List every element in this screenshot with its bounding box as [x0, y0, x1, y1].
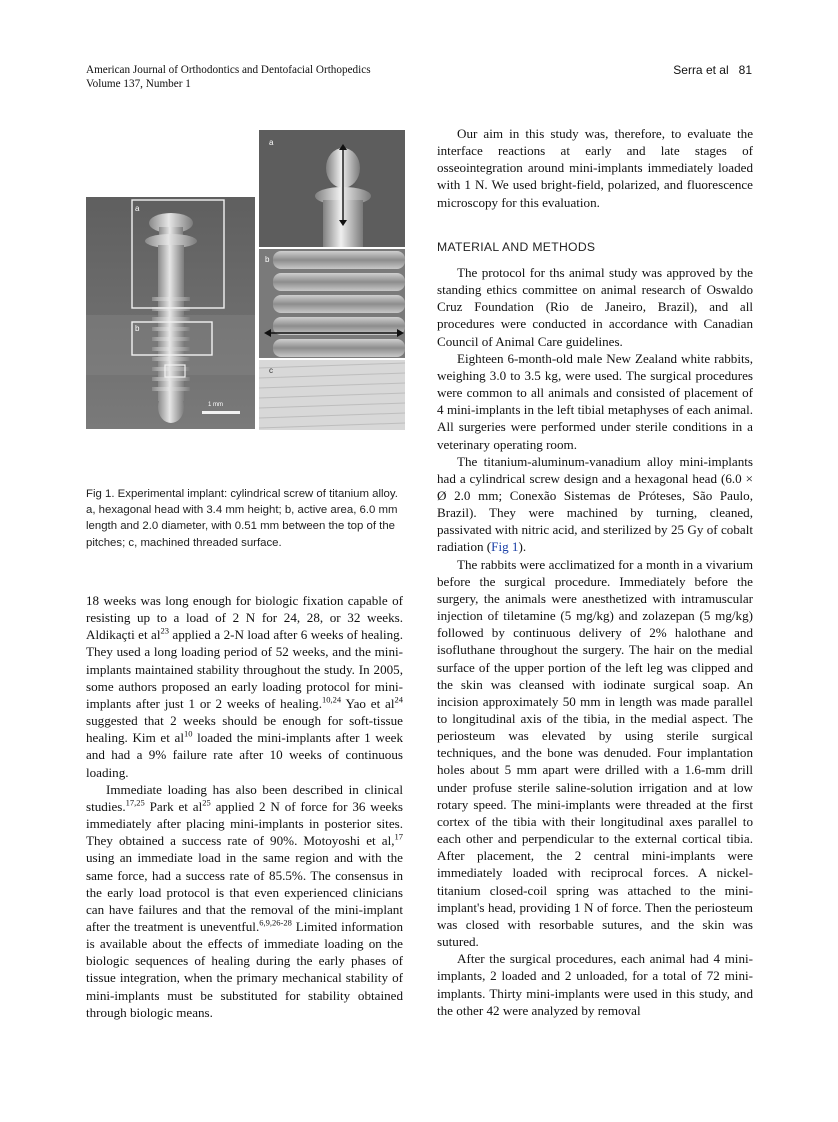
- panel-label-b-right: b: [265, 255, 270, 264]
- figure-1-link[interactable]: Fig 1: [491, 539, 519, 555]
- paragraph: Our aim in this study was, therefore, to evaluate the interface reactions at early and late stages of osseointegration around mini-implants immediately loaded with 1 N. We used bright-field, polarized, and fluorescence microscopy for this evaluation.: [437, 126, 753, 210]
- running-header-journal: [86, 63, 371, 91]
- journal-volume: Volume 137, Number 1: [86, 78, 191, 90]
- figure-1-panel-b: [259, 249, 405, 358]
- paragraph: The titanium-aluminum-vanadium alloy mini-implants had a cylindrical screw design and a hexagonal head (6.0 × Ø 2.0 mm; Conexão Sistemas de Próteses, São Paulo, Brazil). They were machined by turning, cleaned, passivated with nitric acid, and sterilized by 25 Gy of cobalt radiation (Fig 1).: [437, 453, 753, 555]
- implant-sem-image: [86, 197, 255, 429]
- scale-bar-label: 1 mm: [208, 402, 223, 408]
- running-header-page: [673, 63, 752, 77]
- paragraph: Immediate loading has also been described in clinical studies.$^{17,25}$ Park et $al^{25}$ applied 2 N of force for 36 weeks immediately after placing mini-implants in posterior sites. They obtained a success rate of 90%. Motoyoshi et al,$^{17}$ using an immediate load in the same region and with the same force, had a success rate of 85.5%. The consensus in the early load protocol is that even experienced clinicians can have failures and that the removal of the mini-implant after the treatment is uneventful.$^{6,9,26-28}$ Limited information is available about the effects of immediate loading on the biologic sequences of healing during the early phases of tissue integration, when the primary mechanical stability of mini-implants must be substituted for stability obtained through biologic means.: [86, 781, 404, 1020]
- figure-1-left-panel: [86, 197, 255, 429]
- section-heading: MATERIAL AND METHODS: [437, 239, 596, 254]
- figure-1-caption: Fig 1. Experimental implant: cylindrical screw of titanium alloy. a, hexagonal head with 3.4 mm height; b, active area, 6.0 mm length and 2.0 diameter, with 0.51 mm between the top of the pitches; c, machined threaded surface.: [86, 488, 398, 549]
- citation: 6,9,26-28: [259, 917, 292, 928]
- citation: 17: [394, 831, 403, 842]
- paragraph: The protocol for ths animal study was approved by the standing ethics committee on animal research of Oswaldo Cruz Foundation (Rio de Janeiro, Brazil), and all procedures were conducted in accordance with Canadian Council of Animal Care guidelines.: [437, 264, 753, 349]
- right-text-column: [437, 125, 753, 1019]
- panel-label-b-left: b: [135, 324, 140, 333]
- paragraph: After the surgical procedures, each animal had 4 mini-implants, 2 loaded and 2 unloaded, for a total of 72 mini-implants. Thirty mini-implants were used in this study, and the other 42 were analyzed by removal: [437, 951, 753, 1018]
- panel-label-a-left: a: [135, 204, 140, 213]
- figure-1-panel-c: [259, 360, 405, 430]
- citation: 25: [202, 797, 211, 808]
- citation: 23: [160, 625, 169, 636]
- citation: 24: [394, 694, 403, 705]
- running-author: Serra et al: [673, 63, 729, 77]
- implant-head-image: [259, 130, 405, 247]
- page-number: 81: [738, 63, 752, 77]
- citation: 17,25: [125, 797, 145, 808]
- scale-bar: [202, 411, 240, 414]
- paragraph: 18 weeks was long enough for biologic fixation capable of resisting up to a load of 2 N for 24, 28, or 32 weeks. Aldikaçti et $al^{23}$ applied a 2-N load after 6 weeks of healing. They used a long loading period of 52 weeks, and the mini-implants maintained stability throughout the study. In 2005, some authors proposed an early loading protocol for mini-implants after just 1 or 2 weeks of healing.$^{10,24}$ Yao et $al^{24}$ suggested that 2 weeks should be enough for soft-tissue healing. Kim et $al^{10}$ loaded the mini-implants after 1 week and had a 9% failure rate after 10 weeks of continuous loading.: [86, 593, 403, 780]
- paragraph: The rabbits were acclimatized for a month in a vivarium before the surgical procedure. Immediately before the surgery, the animals were anesthetized with intramuscular injection of tiletamine (5 mg/kg) and zolazepan (5 mg/kg) followed by continuous delivery of 2% halothane and isofluthane throughout the surgery. The hair on the medial surface of the upper portion of the left leg was clipped and the skin was cleansed with iodinate surgical soap. An incision approximately 50 mm in length was made parallel to longitudinal axis of the tibia, in the medial aspect. The periosteum was elevated by using sterile surgical techniques, and the bone was denuded. Four implantation holes about 5 mm apart were drilled with a 1.6-mm drill under profuse sterile saline-solution irrigation and at low rotary speed. The mini-implants were threaded at the first cortex of the tibia with their longitudinal axes parallel to each other and perpendicular to the external cortical tibia. After placement, the 2 central mini-implants were immediately loaded with reciprocal forces. A nickel-titanium closed-coil spring was attached to the mini-implant's head, providing 1 N of force. Then the periosteum was closed with resorbable sutures, and the skin was sutured.: [437, 556, 753, 950]
- left-text-column: [86, 592, 403, 1021]
- citation: 10: [183, 728, 193, 739]
- paragraph: Eighteen 6-month-old male New Zealand white rabbits, weighing 3.0 to 3.5 kg, were used. The surgical procedures were common to all animals and consisted of placement of 4 mini-implants in the left tibial metaphyses of each animal. All surgeries were performed under sterile conditions in a veterinary operating room.: [437, 350, 753, 452]
- machined-surface-image: [259, 360, 405, 430]
- implant-threads-image: [259, 249, 405, 358]
- journal-title: American Journal of Orthodontics and Dentofacial Orthopedics: [86, 64, 371, 76]
- figure-1-panel-a: [259, 130, 405, 247]
- panel-label-a-right: a: [269, 138, 274, 147]
- panel-label-c-right: c: [269, 366, 273, 375]
- citation: 10,24: [321, 694, 342, 705]
